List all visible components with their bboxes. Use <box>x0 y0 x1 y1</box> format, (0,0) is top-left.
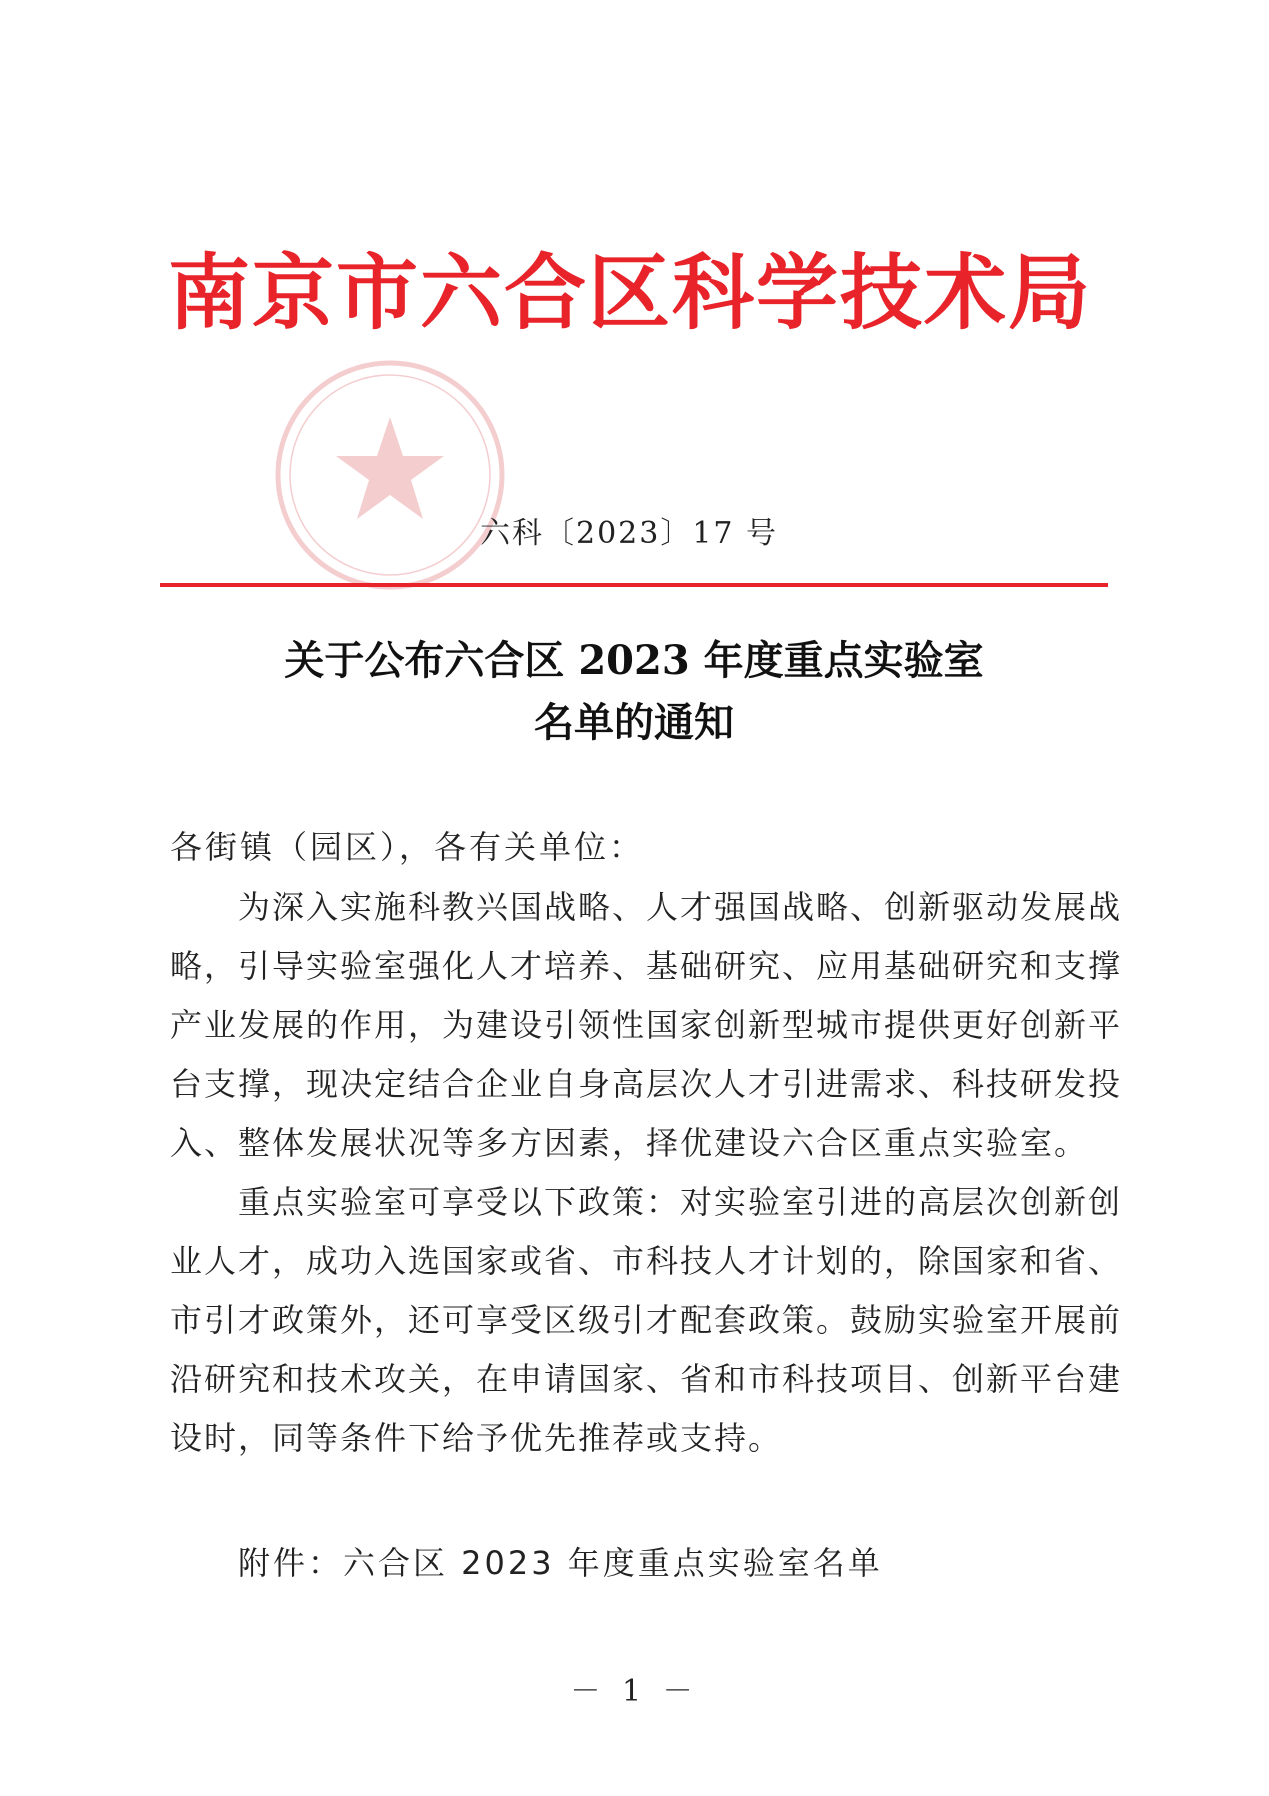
paragraph-line: 入、整体发展状况等多方因素，择优建设六合区重点实验室。 <box>170 1124 1089 1162</box>
paragraph-line: 为深入实施科教兴国战略、人才强国战略、创新驱动发展战 <box>238 888 1123 926</box>
official-seal-icon <box>270 355 510 595</box>
paragraph-line: 业人才，成功入选国家或省、市科技人才计划的，除国家和省、 <box>170 1242 1123 1280</box>
paragraph-line: 台支撑，现决定结合企业自身高层次人才引进需求、科技研发投 <box>170 1065 1123 1103</box>
paragraph-1 <box>170 878 1123 1173</box>
paragraph-line: 设时，同等条件下给予优先推荐或支持。 <box>170 1419 783 1457</box>
paragraph-line: 重点实验室可享受以下政策：对实验室引进的高层次创新创 <box>238 1183 1123 1221</box>
paragraph-line: 略，引导实验室强化人才培养、基础研究、应用基础研究和支撑 <box>170 947 1123 985</box>
red-divider-line <box>160 583 1108 587</box>
salutation: 各街镇（园区），各有关单位： <box>170 828 645 866</box>
paragraph-line: 市引才政策外，还可享受区级引才配套政策。鼓励实验室开展前 <box>170 1301 1123 1339</box>
paragraph-line: 产业发展的作用，为建设引领性国家创新型城市提供更好创新平 <box>170 1006 1123 1044</box>
masthead-title: 南京市六合区科学技术局 <box>167 245 1092 341</box>
title-line-1: 关于公布六合区 2023 年度重点实验室 <box>284 637 984 684</box>
paragraph-2 <box>170 1173 1123 1468</box>
document-number: 六科〔2023〕17 号 <box>480 516 779 551</box>
body-text <box>170 878 1123 1468</box>
notice-title <box>160 630 1108 754</box>
page-number: － 1 － <box>570 1674 699 1709</box>
title-line-2: 名单的通知 <box>534 699 734 746</box>
attachment-note: 附件：六合区 2023 年度重点实验室名单 <box>238 1544 883 1582</box>
paragraph-line: 沿研究和技术攻关，在申请国家、省和市科技项目、创新平台建 <box>170 1360 1123 1398</box>
